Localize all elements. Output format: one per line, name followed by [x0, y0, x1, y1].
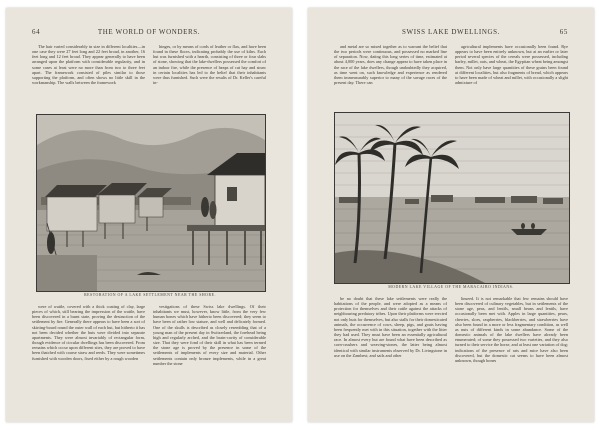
left-page — [6, 8, 292, 422]
page-number: 64 — [32, 28, 41, 36]
text-column — [153, 304, 266, 408]
illustration-maracaibo-village — [334, 112, 570, 284]
text-column — [32, 304, 145, 408]
figure-caption: MODERN LAKE VILLAGE OF THE MARACAIBO INDIANS. — [388, 285, 514, 289]
bottom-text-columns — [334, 296, 568, 408]
top-text-columns — [334, 44, 568, 112]
text-column — [334, 44, 447, 112]
paragraph: were of wattle, covered with a thick coating of clay, large pieces of which, still bearing the impression of the wattle, have been discovered in a burnt state, proving the destruction of the settlement by fire. Generally there appears to have been a sort of skirting-board round the outer wall of each hut, but hitherto it has not been decided whether the huts were divided into separate apartments. They were almost invariably of rectangular form, though evidence of circular dwellings has been discovered. From remains which occur upon different sites, they are proved to have been thatched with coarse straw and reeds. They were sometimes furnished with wooden doors, fixed either by a rough wooden — [32, 304, 145, 361]
figure-caption: RESTORATION OF A LAKE SETTLEMENT NEAR THE SHORE. — [84, 293, 216, 297]
paragraph: be no doubt that these lake settlements were really the habitations of the people, and were adopted as a means of protection for themselves and their cattle against the attacks of neighbouring predatory tribes. Upon their platforms were erected not only huts for themselves, but also stalls for their domesticated animals, the occurrence of cows, sheep, pigs, and goats having been frequently met with in this situation, together with the litter they had used. They must have been an essentially agricultural race. In almost every hut are found what have been described as corn-crushers and weaving-stones, the latter being almost identical with similar instruments observed by Dr. Livingstone in use on the Zambesi; and sails and other — [334, 296, 447, 358]
running-title: SWISS LAKE DWELLINGS. — [402, 28, 500, 36]
right-page-header — [334, 28, 568, 40]
bottom-text-columns — [32, 304, 266, 408]
text-column — [334, 296, 447, 408]
paragraph: agricultural implements have occasionally been found. Rye appears to have been entirely unknown, but at an earlier or later period several species of the cereals were possessed, including barley, millet, oats, and wheat, the Egyptian wheat being amongst them. Not only have large quantities of these grains been found at different localities, but also fragments of bread, which appears to have been made of wheat and millet, with occasionally a slight admixture of — [455, 44, 568, 86]
text-column — [153, 44, 266, 112]
right-page — [308, 8, 594, 422]
running-title: THE WORLD OF WONDERS. — [97, 28, 201, 36]
paragraph: hinges, or by means of cords of leather or flax, and have been found in these floors, indicating probably the use of kilns. Each hut was furnished with a hearth, consisting of three or four slabs of stone, showing that the lake-dwellers possessed the comfort of an indoor fire, while the presence of heaps of cut hay and straw in certain localities has led to the belief that their inhabitants were thus furnished. Such were the results of Dr. Keller's careful in- — [153, 44, 266, 86]
text-column — [455, 296, 568, 408]
paragraph: linseed. It is not remarkable that few remains should have been discovered of culinary vegetables, but in settlements of the stone age, peas, and lentils, small beans and lentils, have occasionally been met with. Apples in large quantities, pears, cherries, sloes, raspberries, blackberries, and strawberries have also been found in a more or less fragmentary condition, as well as nuts of different kinds in some abundance. Some of the domestic animals of the lake dwellers have already been enumerated; of some they possessed two varieties, and they also turned to their service the horse, and at least one variation of dog; indications of the presence of rats and mice have also been discovered, but the domestic cat seems to have been almost unknown, though bones — [455, 296, 568, 363]
text-column — [455, 44, 568, 112]
paragraph: vestigations of these Swiss lake dwellings. Of their inhabitants we must, however, know little, from the very few human bones which have hitherto been discovered; they seem to have been of rather low stature, and well and delicately formed. One of the skulls is described as closely resembling that of a young man of the present day in Switzerland, the forehead being high and regularly arched, and the brain-cavity of considerable size. That they were fond of their skill in what has been termed the stone age is proved by the presence in some of the settlements of implements of every size and material. Other settlements contain only bronze implements, while in a great number the stone — [153, 304, 266, 366]
text-column — [32, 44, 145, 112]
paragraph: The hair varied considerably in size in different localities—in one case they were 27 feet long and 22 feet broad, in another, 16 feet long and 12 feet broad. They appear generally to have been arranged upon the platform with considerable regularity, and in some cases at least were no more than from two to three feet apart. The framework consisted of piles similar to those supporting the platform, and often shows no little skill in the workmanship. The walls between the framework — [32, 44, 145, 86]
left-page-header — [32, 28, 266, 40]
paragraph: and metal are so mixed together as to warrant the belief that the two periods were continuous, and possessed no marked line of separation. Now, dating this long series of time, estimated at about 4,000 years, does any change appear to have taken place in the race of the lake dwellers, though undoubtedly they acquired, as time went on, such knowledge and experience as rendered them immeasurably superior to many of the savage races of the present day. There can — [334, 44, 447, 86]
page-number: 65 — [559, 28, 568, 36]
illustration-lake-settlement — [36, 114, 266, 292]
top-text-columns — [32, 44, 266, 112]
